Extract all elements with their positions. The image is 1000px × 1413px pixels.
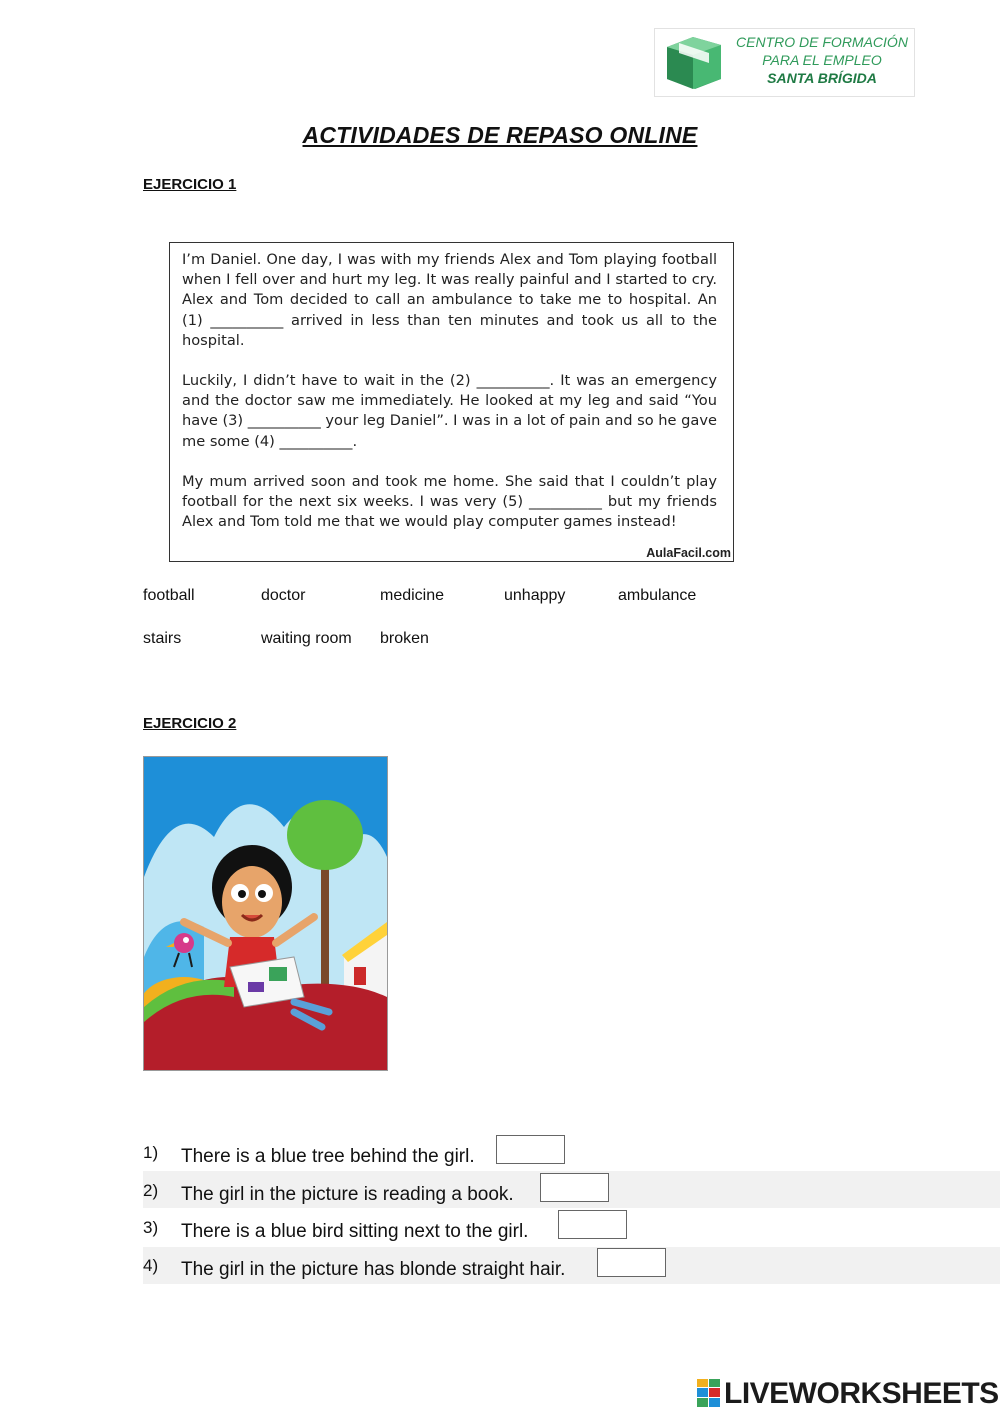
liveworksheets-logo-icon — [697, 1379, 721, 1407]
statement-text: The girl in the picture is reading a book. — [181, 1184, 514, 1205]
logo-line-1: CENTRO DE FORMACIÓN — [736, 34, 908, 50]
statement-text: There is a blue bird sitting next to the girl. — [181, 1221, 529, 1242]
true-false-answer-box[interactable] — [496, 1135, 565, 1164]
statement-text: The girl in the picture has blonde straight hair. — [181, 1259, 566, 1280]
true-false-answer-box[interactable] — [597, 1248, 666, 1277]
word-bank-item: medicine — [380, 587, 445, 604]
reading-paragraph-1: I’m Daniel. One day, I was with my friends Alex and Tom playing football when I fell over and hurt my leg. It was really painful and I started to cry. Alex and Tom decided to call an ambulance to take me to hospital. An (1) __________ arrived in less than ten minutes and took us all to the hospital. — [182, 251, 717, 349]
true-false-answer-box[interactable] — [540, 1173, 609, 1202]
statement-number: 2) — [143, 1181, 159, 1200]
word-bank-item: broken — [380, 630, 429, 647]
word-bank-item: waiting room — [261, 630, 352, 647]
cube-logo-icon — [659, 33, 729, 91]
exercise-2-heading: EJERCICIO 2 — [143, 715, 237, 732]
liveworksheets-wordmark: LIVEWORKSHEETS — [724, 1377, 999, 1410]
word-bank-item: stairs — [143, 630, 182, 647]
reading-paragraph-2: Luckily, I didn’t have to wait in the (2) __________. It was an emergency and the doctor saw me immediately. He looked at my leg and said “You have (3) __________ your leg Daniel”. I was in a lot of pain and so he gave me some (4) __________. — [182, 372, 717, 450]
aulafacil-credit: AulaFacil.com — [646, 546, 731, 560]
word-bank-item: doctor — [261, 587, 306, 604]
reading-paragraph-3: My mum arrived soon and took me home. She said that I couldn’t play football for the next six weeks. I was very (5) __________ but my friends Alex and Tom told me that we would play computer games instead! — [182, 473, 717, 531]
statement-number: 1) — [143, 1143, 159, 1162]
exercise-1-heading: EJERCICIO 1 — [143, 176, 237, 193]
page-title: ACTIVIDADES DE REPASO ONLINE — [302, 122, 698, 148]
word-bank-item: football — [143, 587, 195, 604]
word-bank-item: unhappy — [504, 587, 566, 604]
girl-reading-illustration — [143, 756, 388, 1071]
statement-number: 3) — [143, 1218, 159, 1237]
word-bank-item: ambulance — [618, 587, 697, 604]
statement-text: There is a blue tree behind the girl. — [181, 1146, 475, 1167]
center-logo — [654, 28, 915, 97]
statement-number: 4) — [143, 1256, 159, 1275]
logo-line-3: SANTA BRÍGIDA — [767, 70, 877, 86]
logo-line-2: PARA EL EMPLEO — [762, 52, 882, 68]
reading-text-box — [169, 242, 734, 562]
true-false-answer-box[interactable] — [558, 1210, 627, 1239]
